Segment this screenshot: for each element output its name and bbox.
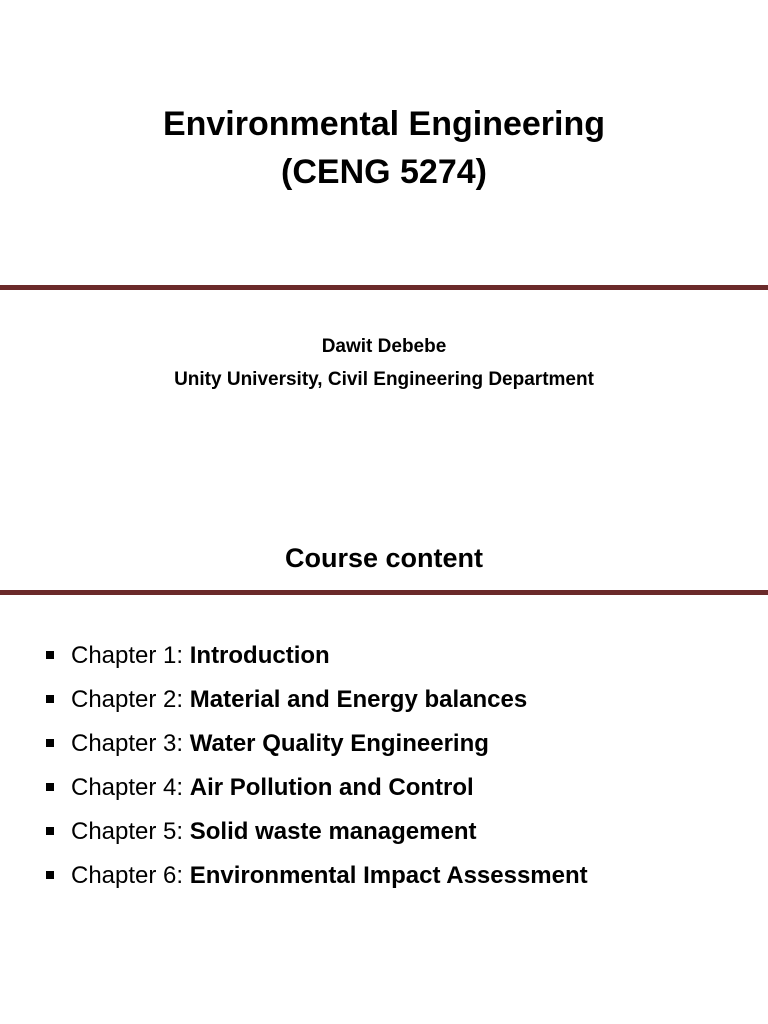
chapter-item-6 xyxy=(46,854,746,898)
chapter-line-4 xyxy=(71,766,474,810)
chapter-list xyxy=(46,634,746,898)
chapter-item-5 xyxy=(46,810,746,854)
chapter-line-2 xyxy=(71,678,527,722)
square-bullet-icon xyxy=(46,695,54,703)
chapter-prefix: Chapter 3: xyxy=(71,730,190,757)
chapter-line-6 xyxy=(71,854,588,898)
slide-title xyxy=(0,100,768,196)
square-bullet-icon xyxy=(46,783,54,791)
chapter-prefix: Chapter 6: xyxy=(71,862,190,889)
chapter-title: Air Pollution and Control xyxy=(189,774,474,801)
chapter-item-4 xyxy=(46,766,746,810)
title-divider xyxy=(0,285,768,290)
chapter-item-2 xyxy=(46,678,746,722)
chapter-title: Material and Energy balances xyxy=(189,686,528,713)
author-affiliation: Unity University, Civil Engineering Department xyxy=(174,369,594,390)
author-block xyxy=(0,330,768,396)
title-line-2: (CENG 5274) xyxy=(281,153,487,191)
chapter-prefix: Chapter 2: xyxy=(71,686,190,713)
square-bullet-icon xyxy=(46,827,54,835)
heading-divider xyxy=(0,590,768,595)
chapter-prefix: Chapter 4: xyxy=(71,774,190,801)
chapter-title: Environmental Impact Assessment xyxy=(189,862,588,889)
chapter-title: Water Quality Engineering xyxy=(189,730,489,757)
chapter-line-1 xyxy=(71,634,330,678)
square-bullet-icon xyxy=(46,651,54,659)
chapter-prefix: Chapter 5: xyxy=(71,818,190,845)
author-name: Dawit Debebe xyxy=(321,336,447,357)
chapter-item-3 xyxy=(46,722,746,766)
chapter-prefix: Chapter 1: xyxy=(71,642,190,669)
chapter-title: Solid waste management xyxy=(189,818,477,845)
title-line-1: Environmental Engineering xyxy=(162,105,606,143)
square-bullet-icon xyxy=(46,739,54,747)
square-bullet-icon xyxy=(46,871,54,879)
chapter-line-3 xyxy=(71,722,489,766)
chapter-item-1 xyxy=(46,634,746,678)
course-content-heading: Course content xyxy=(284,543,484,573)
chapter-title: Introduction xyxy=(189,642,330,669)
chapter-line-5 xyxy=(71,810,476,854)
